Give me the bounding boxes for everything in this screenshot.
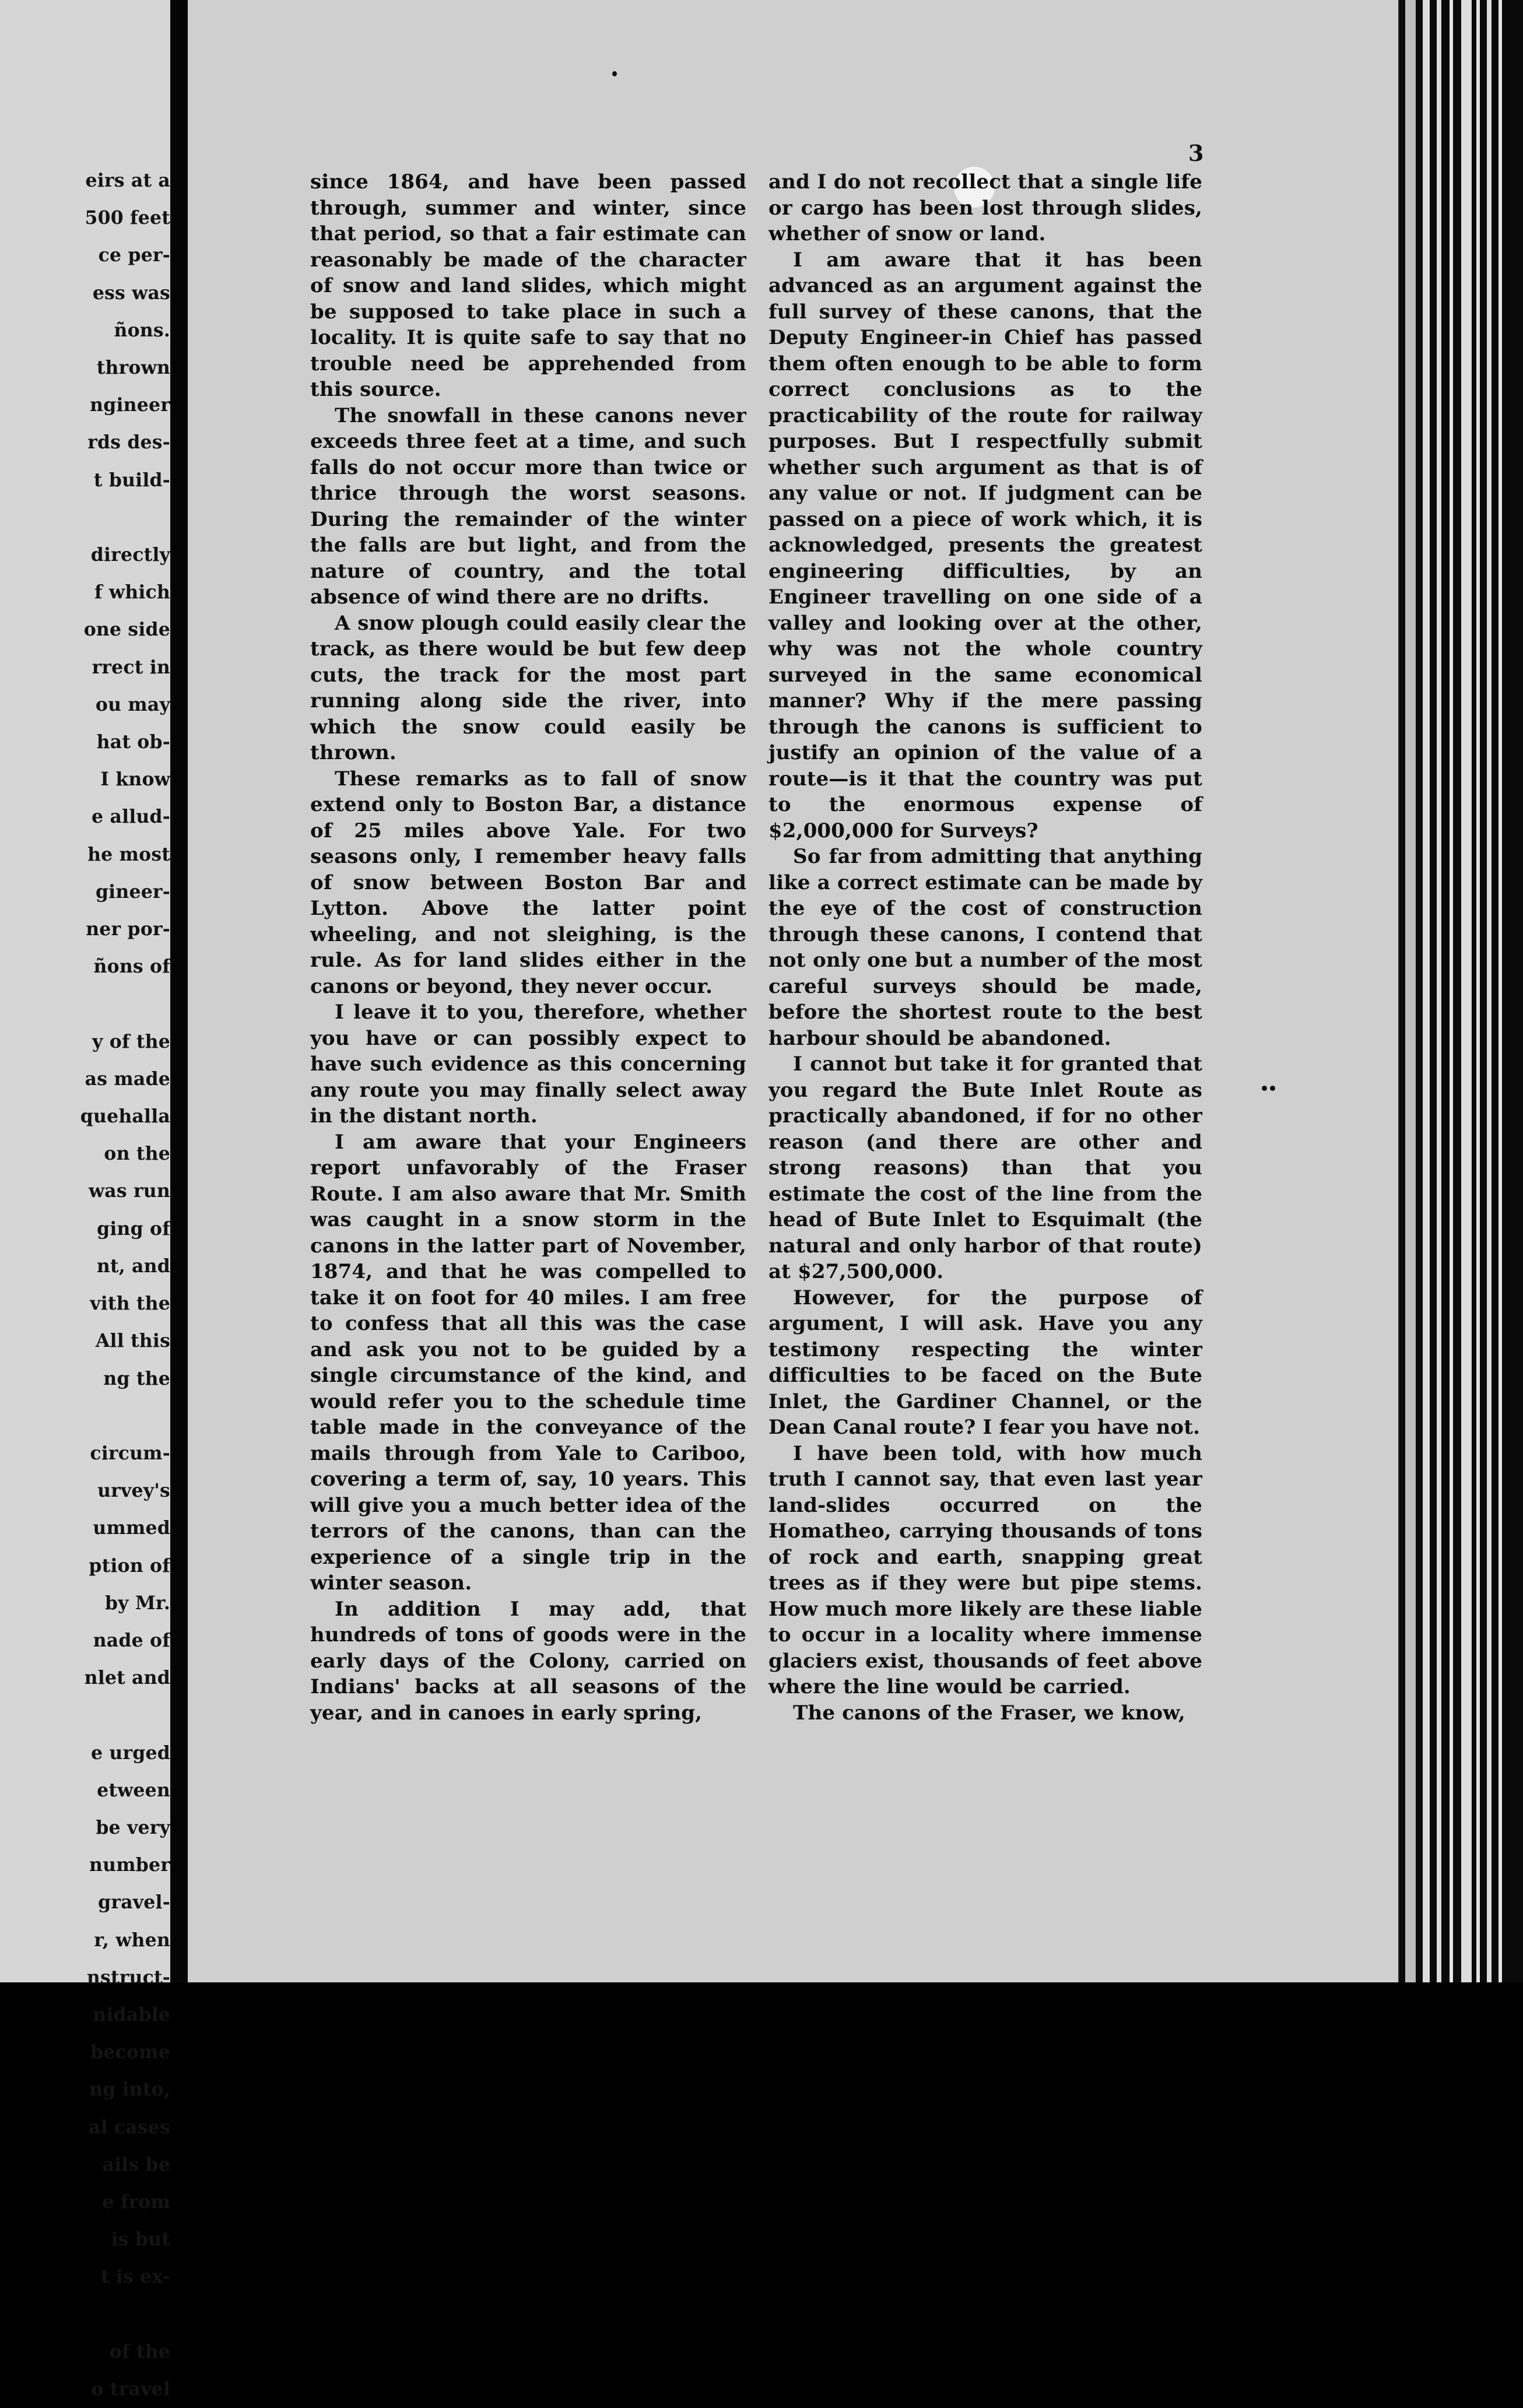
- previous-page-line: become: [90, 2041, 170, 2063]
- previous-page-line: ummed: [93, 1517, 170, 1539]
- previous-page-line: e from: [102, 2191, 170, 2213]
- text-column-right: [768, 169, 1202, 1726]
- previous-page-line: [0, 499, 170, 536]
- previous-page-line: [0, 2296, 170, 2333]
- previous-page-line: nidable: [93, 2003, 170, 2026]
- previous-page-line: thrown: [96, 357, 170, 379]
- previous-page-line: gineer-: [95, 880, 170, 903]
- previous-page-line: one side: [83, 619, 170, 641]
- previous-page-line: nstruct-: [86, 1966, 170, 1988]
- previous-page-line: y of the: [92, 1030, 170, 1052]
- previous-page-line: directly: [90, 544, 170, 566]
- previous-page-line: urvey's: [97, 1480, 170, 1502]
- previous-page-line: ner por-: [86, 918, 170, 940]
- previous-page-line: t build-: [93, 469, 170, 491]
- previous-page-line: I know: [100, 768, 170, 791]
- previous-page-line: ng the: [103, 1367, 170, 1389]
- previous-page-line: as made: [85, 1068, 170, 1090]
- previous-page-text-fragments: [0, 162, 170, 2408]
- paragraph: I am aware that it has been advanced as an argument against the full survey of these canons, that the Deputy Engineer-in Chief has passed them often enough to be able to form correct conclusions as to the practicability of the route for railway purposes. But I respectfully submit whether such argument as that is of any value or not. If judgment can be passed on a piece of work which, it is acknowledged, presents the greatest engineering difficulties, by an Engineer travelling on one side of a valley and looking over at the other, why was not the whole country surveyed in the same economical manner? Why if the mere passing through the canons is sufficient to justify an opinion of the value of a route—is it that the country was put to the enormous expense of $2,000,000 for Surveys?: [768, 248, 1202, 843]
- paragraph: I am aware that your Engineers report unfavorably of the Fraser Route. I am also aware that Mr. Smith was caught in a snow storm in the canons in the latter part of November, 1874, and that he was compelled to take it on foot for 40 miles. I am free to confess that all this was the case and ask you not to be guided by a single circumstance of the kind, and would refer you to the schedule time table made in the conveyance of the mails through from Yale to Cariboo, covering a term of, say, 10 years. This will give you a much better idea of the terrors of the canons, than can the experience of a single trip in the winter season.: [310, 1130, 746, 1595]
- text-column-left: [310, 169, 746, 1726]
- previous-page-line: [0, 985, 170, 1023]
- previous-page-line: ou may: [95, 693, 170, 715]
- paragraph: These remarks as to fall of snow extend only to Boston Bar, a distance of 25 miles above Yale. For two seasons only, I remember heavy falls of snow between Boston Bar and Lytton. Above the latter point wheeling, and not sleighing, is the rule. As for land slides either in the canons or beyond, they never occur.: [310, 767, 746, 998]
- previous-page-line: ails be: [102, 2153, 170, 2175]
- previous-page-line: o travel: [91, 2378, 170, 2400]
- previous-page-line: nt, and: [96, 1255, 170, 1277]
- previous-page-line: t is ex-: [100, 2266, 170, 2288]
- paragraph: The canons of the Fraser, we know,: [793, 1701, 1185, 1725]
- previous-page-line: hat ob-: [96, 731, 170, 753]
- paragraph: So far from admitting that anything like a correct estimate can be made by the eye of the cost of construction through these canons, I contend that not only one but a number of the most careful surveys should be made, before the shortest route to the best harbour should be abandoned.: [768, 845, 1202, 1050]
- previous-page-line: e urged: [91, 1742, 170, 1764]
- previous-page-line: was run: [88, 1180, 170, 1202]
- previous-page-line: 500 feet: [85, 207, 170, 229]
- previous-page-line: is but: [111, 2228, 170, 2251]
- previous-page-line: r, when: [94, 1929, 170, 1951]
- previous-page-line: eirs at a: [85, 170, 170, 191]
- previous-page-line: [0, 1697, 170, 1734]
- previous-page-line: vith the: [90, 1293, 170, 1315]
- previous-page-line: gravel-: [98, 1891, 170, 1914]
- binding-gutter: [170, 0, 188, 1982]
- previous-page-line: quehalla: [80, 1105, 170, 1128]
- previous-page-line: by Mr.: [104, 1592, 170, 1614]
- previous-page-line: ng into,: [89, 2079, 170, 2101]
- paragraph: I cannot but take it for granted that you regard the Bute Inlet Route as practically abandoned, if for no other reason (and there are other and strong reasons) than that you estimate the cost of the line from the head of Bute Inlet to Esquimalt (the natural and only harbor of that route) at $27,500,000.: [768, 1052, 1202, 1283]
- previous-page-line: [0, 1398, 170, 1435]
- previous-page-line: ñons.: [114, 319, 170, 341]
- ink-speck: [612, 71, 617, 76]
- previous-page-line: ngineer: [90, 394, 170, 416]
- previous-page-line: nade of: [93, 1629, 170, 1651]
- previous-page-line: circum-: [90, 1442, 170, 1464]
- paragraph: and I do not recollect that a single life or cargo has been lost through slides, whether of snow or land.: [768, 170, 1202, 245]
- previous-page-line: etween: [97, 1779, 170, 1801]
- previous-page-line: ce per-: [98, 244, 170, 266]
- previous-page-line: ñons of: [93, 956, 170, 978]
- page-number: 3: [1188, 140, 1204, 166]
- previous-page-line: he most: [87, 843, 170, 865]
- previous-page-line: f which: [94, 581, 170, 603]
- previous-page-line: number: [89, 1854, 170, 1876]
- paragraph: since 1864, and have been passed through, summer and winter, since that period, so that a fair estimate can reasonably be made of the character of snow and land slides, which might be supposed to take place in such a locality. It is quite safe to say that no trouble need be apprehended from this source.: [310, 170, 746, 401]
- previous-page-edge: [0, 0, 170, 2400]
- paragraph: However, for the purpose of argument, I will ask. Have you any testimony respecting the winter difficulties to be faced on the Bute Inlet, the Gardiner Channel, or the Dean Canal route? I fear you have not.: [768, 1286, 1202, 1439]
- previous-page-line: nlet and: [84, 1667, 170, 1689]
- paragraph: In addition I may add, that hundreds of tons of goods were in the early days of the Colony, carried on Indians' backs at all seasons of the year, and in canoes in early spring,: [310, 1597, 746, 1725]
- paragraph: The snowfall in these canons never exceeds three feet at a time, and such falls do not occur more than twice or thrice through the worst seasons. During the remainder of the winter the falls are but light, and from the nature of country, and the total absence of wind there are no drifts.: [310, 403, 746, 609]
- ink-speck: [1270, 1086, 1275, 1091]
- ink-speck: [1262, 1086, 1267, 1091]
- previous-page-line: of the: [109, 2340, 170, 2363]
- paragraph: I leave it to you, therefore, whether you have or can possibly expect to have such evidence as this concerning any route you may finally select away in the distant north.: [310, 1001, 746, 1128]
- previous-page-line: be very: [96, 1816, 170, 1838]
- previous-page-line: ging of: [97, 1217, 170, 1240]
- previous-page-line: rds des-: [87, 431, 170, 454]
- previous-page-line: al cases: [88, 2116, 170, 2138]
- paragraph: I have been told, with how much truth I cannot say, that even last year land-slides occurred on the Homatheo, carrying thousands of tons of rock and earth, snapping great trees as if they were but pipe stems. How much more likely are these liable to occur in a locality where immense glaciers exist, thousands of feet above where the line would be carried.: [768, 1441, 1202, 1698]
- previous-page-line: e allud-: [92, 806, 170, 828]
- previous-page-line: rrect in: [92, 656, 170, 678]
- previous-page-line: on the: [104, 1143, 170, 1165]
- previous-page-line: ption of: [89, 1554, 170, 1577]
- previous-page-line: All this: [95, 1330, 170, 1352]
- paragraph: A snow plough could easily clear the track, as there would be but few deep cuts, the track for the most part running along side the river, into which the snow could easily be thrown.: [310, 611, 746, 764]
- previous-page-line: ess was: [92, 282, 170, 304]
- stacked-page-edges: [1399, 0, 1523, 1982]
